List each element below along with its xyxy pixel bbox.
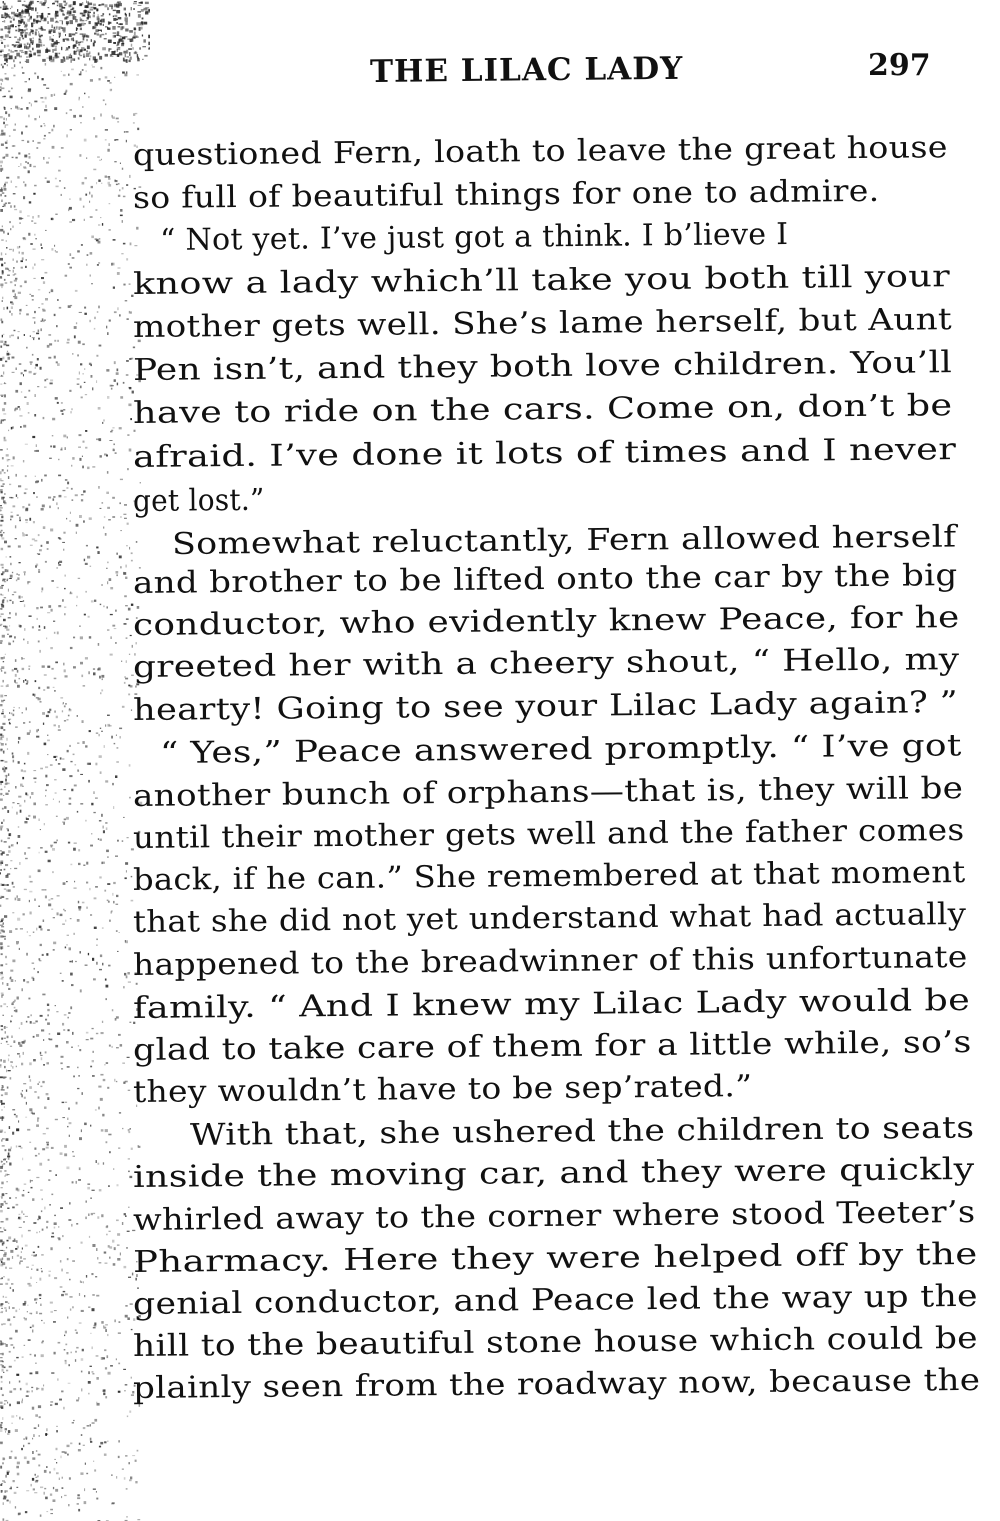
- text-line: back, if he can.” She remembered at that moment: [132, 855, 966, 898]
- running-head: THE LILAC LADY: [369, 50, 684, 90]
- text-line: Somewhat reluctantly, Fern allowed herself: [171, 519, 957, 562]
- text-line: questioned Fern, loath to leave the great house: [132, 130, 948, 173]
- text-line: they wouldn’t have to be sep’rated.”: [132, 1069, 753, 1110]
- text-line: whirled away to the corner where stood Teeter’s: [132, 1194, 976, 1238]
- text-line: inside the moving car, and they were quickly: [132, 1151, 975, 1195]
- text-line: until their mother gets well and the father comes: [132, 813, 965, 856]
- text-line: so full of beautiful things for one to admire.: [132, 173, 880, 216]
- text-line: plainly seen from the roadway now, because the: [132, 1362, 981, 1406]
- text-line: and brother to be lifted onto the car by the big: [132, 558, 958, 601]
- text-line: greeted her with a cheery shout, “ Hello, my: [132, 642, 960, 685]
- text-line: hearty! Going to see your Lilac Lady again? ”: [132, 685, 959, 728]
- text-line: happened to the breadwinner of this unfortunate: [132, 939, 968, 983]
- text-line: another bunch of orphans—that is, they will be: [132, 771, 964, 814]
- text-line: With that, she ushered the children to seats: [189, 1110, 975, 1153]
- text-line: glad to take care of them for a little while, so’s: [132, 1024, 972, 1068]
- page-number: 297: [868, 48, 931, 83]
- text-line: have to ride on the cars. Come on, don’t be: [132, 388, 953, 431]
- text-line: Pharmacy. Here they were helped off by the: [132, 1236, 978, 1280]
- text-line: “ Yes,” Peace answered promptly. “ I’ve got: [159, 728, 962, 771]
- text-line: “ Not yet. I’ve just got a think. I b’lieve I: [159, 216, 789, 258]
- text-line: conductor, who evidently knew Peace, for he: [132, 600, 960, 643]
- text-line: family. “ And I knew my Lilac Lady would be: [132, 982, 971, 1026]
- text-line: know a lady which’ll take you both till your: [132, 259, 951, 302]
- text-line: mother gets well. She’s lame herself, but Aunt: [132, 302, 953, 345]
- text-line: that she did not yet understand what had actually: [132, 897, 967, 940]
- text-line: genial conductor, and Peace led the way up the: [132, 1278, 979, 1322]
- text-line: afraid. I’ve done it lots of times and I never: [132, 432, 957, 475]
- text-line: hill to the beautiful stone house which could be: [132, 1320, 979, 1364]
- text-line: get lost.”: [132, 482, 265, 519]
- text-line: Pen isn’t, and they both love children. You’ll: [132, 345, 953, 388]
